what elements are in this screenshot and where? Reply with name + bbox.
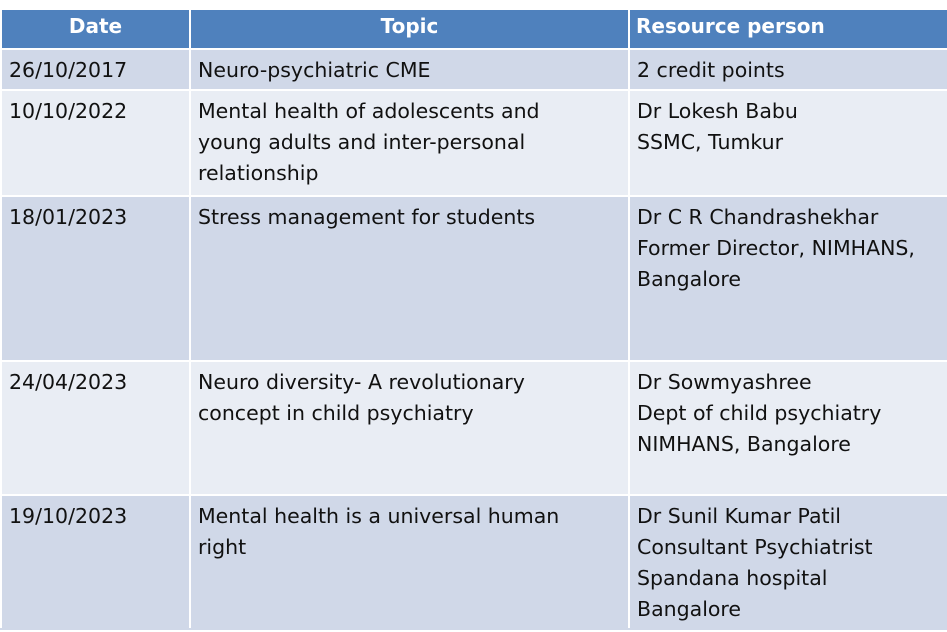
cell-date: 10/10/2022 [1, 90, 190, 196]
table-row [1, 196, 947, 361]
header-topic: Topic [190, 9, 629, 49]
cell-topic: Stress management for students [190, 196, 629, 361]
table-row [1, 49, 947, 90]
header-resource-person: Resource person [629, 9, 947, 49]
cell-date: 19/10/2023 [1, 495, 190, 631]
table-row [1, 361, 947, 495]
cell-date: 18/01/2023 [1, 196, 190, 361]
cell-topic: Mental health is a universal human right [190, 495, 629, 631]
table-row [1, 495, 947, 631]
cell-resource-person: Dr C R Chandrashekhar Former Director, NIMHANS, Bangalore [629, 196, 947, 361]
table-header-row [1, 9, 947, 49]
cell-date: 26/10/2017 [1, 49, 190, 90]
cell-resource-person: Dr Sowmyashree Dept of child psychiatry NIMHANS, Bangalore [629, 361, 947, 495]
cell-date: 24/04/2023 [1, 361, 190, 495]
cell-resource-person: Dr Sunil Kumar Patil Consultant Psychiatrist Spandana hospital Bangalore [629, 495, 947, 631]
cell-resource-person: Dr Lokesh Babu SSMC, Tumkur [629, 90, 947, 196]
cell-resource-person: 2 credit points [629, 49, 947, 90]
cell-topic: Neuro diversity- A revolutionary concept in child psychiatry [190, 361, 629, 495]
events-table [0, 8, 947, 632]
header-date: Date [1, 9, 190, 49]
cell-topic: Mental health of adolescents and young adults and inter-personal relationship [190, 90, 629, 196]
table-row [1, 90, 947, 196]
cell-topic: Neuro-psychiatric CME [190, 49, 629, 90]
